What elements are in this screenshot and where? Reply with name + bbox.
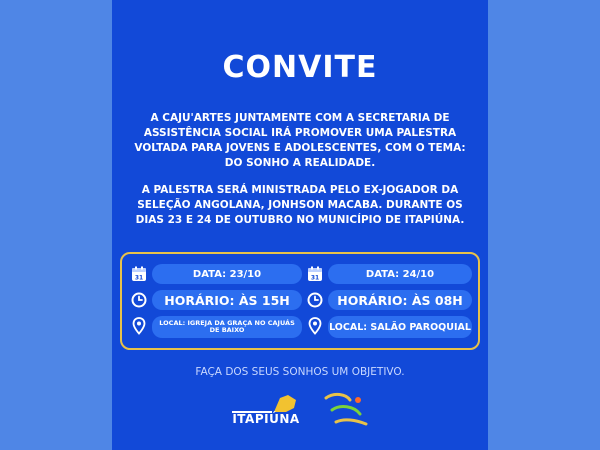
clock-icon — [130, 291, 148, 309]
event2-date: DATA: 24/10 — [328, 264, 472, 284]
itapiuna-logo-text: ITAPIÚNA — [232, 412, 300, 426]
clock-icon — [306, 291, 324, 309]
event1-time: HORÁRIO: ÀS 15H — [152, 290, 302, 310]
left-side-band — [0, 0, 112, 450]
svg-text:31: 31 — [310, 274, 320, 282]
right-side-band — [488, 0, 600, 450]
details-paragraph: A PALESTRA SERÁ MINISTRADA PELO EX-JOGADOR DA SELEÇÃO ANGOLANA, JONHSON MACABA. DURANTE OS DIAS 23 E 24 DE OUTUBRO NO MUNICÍPIO DE ITAPIÚNA. — [135, 184, 465, 226]
event1-date: DATA: 23/10 — [152, 264, 302, 284]
event2-time: HORÁRIO: ÀS 08H — [328, 290, 472, 310]
svg-text:31: 31 — [134, 274, 144, 282]
itapiuna-logo — [230, 392, 302, 428]
cajuartes-logo — [320, 390, 372, 430]
slogan-text: FAÇA DOS SEUS SONHOS UM OBJETIVO. — [195, 366, 405, 378]
location-pin-icon — [130, 317, 148, 335]
location-pin-icon — [306, 317, 324, 335]
event2-location: LOCAL: SALÃO PAROQUIAL — [328, 316, 472, 338]
calendar-icon — [306, 265, 324, 283]
invitation-poster — [112, 0, 488, 450]
calendar-icon — [130, 265, 148, 283]
event-info-box — [120, 252, 480, 350]
poster-title: CONVITE — [222, 50, 378, 85]
event1-location: LOCAL: IGREJA DA GRAÇA NO CAJUÁS DE BAIXO — [152, 316, 302, 338]
intro-paragraph: A CAJU'ARTES JUNTAMENTE COM A SECRETARIA DE ASSISTÊNCIA SOCIAL IRÁ PROMOVER UMA PALESTRA VOLTADA PARA JOVENS E ADOLESCENTES, COM O TEMA: DO SONHO A REALIDADE. — [134, 112, 466, 169]
